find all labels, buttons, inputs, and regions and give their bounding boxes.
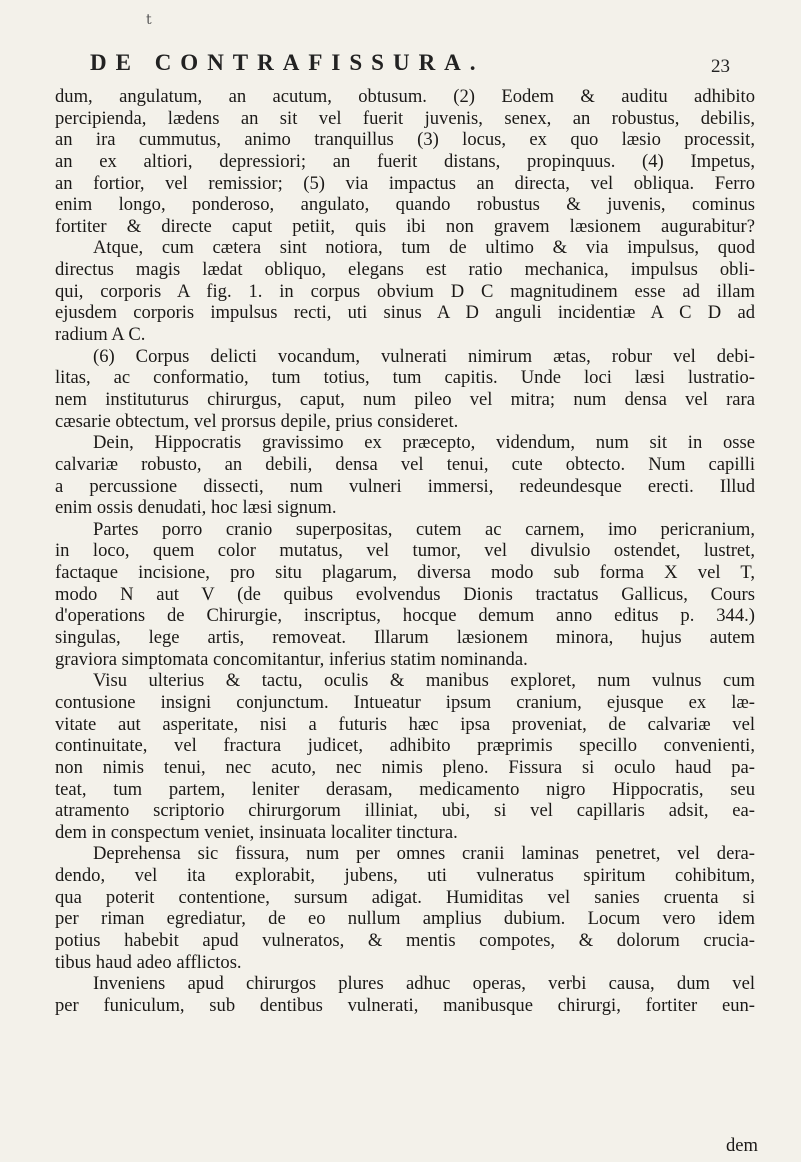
text-line: potius habebit apud vulneratos, & mentis compotes, & dolorum crucia- <box>55 929 755 951</box>
text-line: qui, corporis A fig. 1. in corpus obvium D C magnitudinem esse ad illam <box>55 280 755 302</box>
text-line: enim ossis denudati, hoc læsi signum. <box>55 497 337 519</box>
text-line: nem instituturus chirurgus, caput, num pileo vel mitra; num densa vel rara <box>55 388 755 410</box>
text-line: contusione insigni conjunctum. Intueatur ipsum cranium, ejusque ex læ- <box>55 691 755 713</box>
text-line: directus magis lædat obliquo, elegans est ratio mechanica, impulsus obli- <box>55 259 755 281</box>
text-line: (6) Corpus delicti vocandum, vulnerati nimirum ætas, robur vel debi- <box>93 345 755 367</box>
text-line: an ex altiori, depressiori; an fuerit distans, propinquus. (4) Impetus, <box>55 150 755 172</box>
text-line: Deprehensa sic fissura, num per omnes cranii laminas penetret, vel dera- <box>93 843 755 865</box>
text-line: graviora simptomata concomitantur, inferius statim nominanda. <box>55 648 528 670</box>
text-line: percipienda, lædens an sit vel fuerit juvenis, senex, an robustus, debilis, <box>55 107 755 129</box>
text-line: Atque, cum cætera sint notiora, tum de ultimo & via impulsus, quod <box>93 237 755 259</box>
top-mark: t <box>146 12 152 28</box>
text-line: Inveniens apud chirurgos plures adhuc operas, verbi causa, dum vel <box>93 973 755 995</box>
text-line: an fortior, vel remissior; (5) via impactus an directa, vel obliqua. Ferro <box>55 172 755 194</box>
text-line: fortiter & directe caput petiit, quis ibi non gravem læsionem augurabitur? <box>55 215 755 237</box>
page-header <box>90 50 730 80</box>
text-line: per funiculum, sub dentibus vulnerati, manibusque chirurgi, fortiter eun- <box>55 994 755 1016</box>
text-line: an ira cummutus, animo tranquillus (3) locus, ex quo læsio processit, <box>55 129 755 151</box>
text-line: enim longo, ponderoso, angulato, quando robustus & juvenis, cominus <box>55 194 755 216</box>
text-line: qua poterit contentione, sursum adigat. Humiditas vel sanies cruenta si <box>55 886 755 908</box>
text-line: singulas, lege artis, removeat. Illarum læsionem minora, hujus autem <box>55 627 755 649</box>
text-line: modo N aut V (de quibus evolvendus Dionis tractatus Gallicus, Cours <box>55 583 755 605</box>
running-title: DE CONTRAFISSURA. <box>90 50 485 75</box>
text-line: radium A C. <box>55 324 146 346</box>
text-line: in loco, quem color mutatus, vel tumor, vel divulsio ostendet, lustret, <box>55 540 755 562</box>
body-text <box>55 86 755 1017</box>
text-line: dem in conspectum veniet, insinuata localiter tinctura. <box>55 821 458 843</box>
text-line: teat, tum partem, leniter derasam, medicamento nigro Hippocratis, seu <box>55 778 755 800</box>
text-line: dum, angulatum, an acutum, obtusum. (2) Eodem & auditu adhibito <box>55 86 755 107</box>
text-line: tibus haud adeo afflictos. <box>55 951 242 973</box>
text-line: per riman egrediatur, de eo nullum amplius dubium. Locum vero idem <box>55 908 755 930</box>
text-line: ejusdem corporis impulsus recti, uti sinus A D anguli incidentiæ A C D ad <box>55 302 755 324</box>
text-line: continuitate, vel fractura judicet, adhibito præprimis specillo convenienti, <box>55 735 755 757</box>
text-line: a percussione dissecti, num vulneri immersi, redeundesque erecti. Illud <box>55 475 755 497</box>
catchword: dem <box>725 1135 758 1156</box>
text-line: calvariæ robusto, an debili, densa vel tenui, cute obtecto. Num capilli <box>55 453 755 475</box>
text-line: atramento scriptorio chirurgorum illiniat, ubi, si vel capillaris adsit, ea- <box>55 800 755 822</box>
text-line: dendo, vel ita explorabit, jubens, uti vulneratus spiritum cohibitum, <box>55 865 755 887</box>
text-line: Partes porro cranio superpositas, cutem ac carnem, imo pericranium, <box>93 518 755 540</box>
text-line: Dein, Hippocratis gravissimo ex præcepto, videndum, num sit in osse <box>93 432 755 454</box>
page-number: 23 <box>711 56 730 77</box>
text-line: d'operations de Chirurgie, inscriptus, hocque demum anno editus p. 344.) <box>55 605 755 627</box>
text-line: Visu ulterius & tactu, oculis & manibus exploret, num vulnus cum <box>93 670 755 692</box>
text-line: vitate aut asperitate, nisi a futuris hæc ipsa proveniat, de calvariæ vel <box>55 713 755 735</box>
text-line: litas, ac conformatio, tum totius, tum capitis. Unde loci læsi lustratio- <box>55 367 755 389</box>
text-line: factaque incisione, pro situ plagarum, diversa modo sub forma X vel T, <box>55 562 755 584</box>
text-line: cæsarie obtectum, vel prorsus depile, prius consideret. <box>55 410 459 432</box>
text-line: non nimis tenui, nec acuto, nec nimis pleno. Fissura si oculo haud pa- <box>55 756 755 778</box>
